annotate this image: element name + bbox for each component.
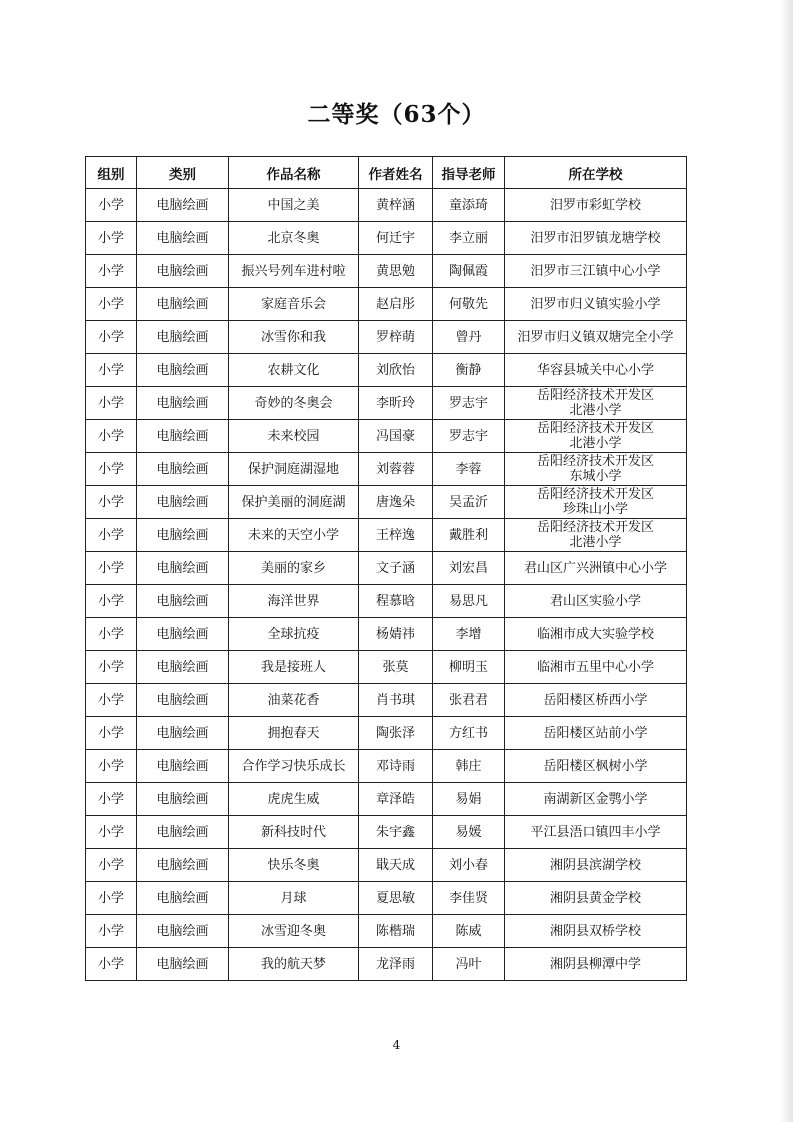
- group-cell: 小学: [86, 387, 137, 420]
- category-cell: 电脑绘画: [137, 849, 229, 882]
- school-cell: 湘阴县双桥学校: [505, 915, 687, 948]
- table-row: [86, 585, 687, 618]
- author-cell: 冯国豪: [359, 420, 433, 453]
- author-cell: 杨婧祎: [359, 618, 433, 651]
- table-row: [86, 222, 687, 255]
- work-title-cell: 虎虎生威: [229, 783, 359, 816]
- school-cell: 岳阳经济技术开发区 北港小学: [505, 387, 687, 420]
- work-title-cell: 美丽的家乡: [229, 552, 359, 585]
- author-cell: 邓诗雨: [359, 750, 433, 783]
- group-cell: 小学: [86, 717, 137, 750]
- table-row: [86, 684, 687, 717]
- school-cell: 岳阳楼区站前小学: [505, 717, 687, 750]
- category-cell: 电脑绘画: [137, 189, 229, 222]
- author-cell: 文子涵: [359, 552, 433, 585]
- group-cell: 小学: [86, 948, 137, 981]
- work-title-cell: 北京冬奥: [229, 222, 359, 255]
- teacher-cell: 刘小春: [433, 849, 505, 882]
- group-cell: 小学: [86, 816, 137, 849]
- work-title-cell: 奇妙的冬奥会: [229, 387, 359, 420]
- school-cell: 汨罗市归义镇实验小学: [505, 288, 687, 321]
- group-cell: 小学: [86, 849, 137, 882]
- work-title-cell: 冰雪迎冬奥: [229, 915, 359, 948]
- header-author: 作者姓名: [359, 157, 433, 189]
- work-title-cell: 振兴号列车进村啦: [229, 255, 359, 288]
- author-cell: 程慕晗: [359, 585, 433, 618]
- school-cell: 岳阳楼区枫树小学: [505, 750, 687, 783]
- group-cell: 小学: [86, 684, 137, 717]
- category-cell: 电脑绘画: [137, 420, 229, 453]
- header-school: 所在学校: [505, 157, 687, 189]
- header-work-title: 作品名称: [229, 157, 359, 189]
- category-cell: 电脑绘画: [137, 618, 229, 651]
- teacher-cell: 吴孟沂: [433, 486, 505, 519]
- category-cell: 电脑绘画: [137, 684, 229, 717]
- table-row: [86, 255, 687, 288]
- school-cell: 汨罗市彩虹学校: [505, 189, 687, 222]
- teacher-cell: 韩庄: [433, 750, 505, 783]
- school-cell: 湘阴县柳潭中学: [505, 948, 687, 981]
- table-row: [86, 552, 687, 585]
- author-cell: 戢天成: [359, 849, 433, 882]
- author-cell: 陶张泽: [359, 717, 433, 750]
- school-cell: 临湘市成大实验学校: [505, 618, 687, 651]
- header-category: 类别: [137, 157, 229, 189]
- work-title-cell: 未来校园: [229, 420, 359, 453]
- teacher-cell: 易思凡: [433, 585, 505, 618]
- table-row: [86, 882, 687, 915]
- category-cell: 电脑绘画: [137, 552, 229, 585]
- table-row: [86, 783, 687, 816]
- school-cell: 岳阳经济技术开发区 东城小学: [505, 453, 687, 486]
- work-title-cell: 月球: [229, 882, 359, 915]
- table-row: [86, 750, 687, 783]
- school-cell: 湘阴县滨湖学校: [505, 849, 687, 882]
- teacher-cell: 易娟: [433, 783, 505, 816]
- group-cell: 小学: [86, 222, 137, 255]
- school-cell: 临湘市五里中心小学: [505, 651, 687, 684]
- author-cell: 龙泽雨: [359, 948, 433, 981]
- category-cell: 电脑绘画: [137, 354, 229, 387]
- teacher-cell: 张君君: [433, 684, 505, 717]
- group-cell: 小学: [86, 882, 137, 915]
- page-number: 4: [392, 1038, 401, 1052]
- teacher-cell: 陈威: [433, 915, 505, 948]
- table-row: [86, 717, 687, 750]
- group-cell: 小学: [86, 354, 137, 387]
- table-body: [86, 189, 687, 981]
- group-cell: 小学: [86, 486, 137, 519]
- author-cell: 黄思勉: [359, 255, 433, 288]
- work-title-cell: 我的航天梦: [229, 948, 359, 981]
- group-cell: 小学: [86, 420, 137, 453]
- author-cell: 黄梓涵: [359, 189, 433, 222]
- work-title-cell: 拥抱春天: [229, 717, 359, 750]
- category-cell: 电脑绘画: [137, 948, 229, 981]
- school-cell: 君山区广兴洲镇中心小学: [505, 552, 687, 585]
- teacher-cell: 曾丹: [433, 321, 505, 354]
- author-cell: 夏思敏: [359, 882, 433, 915]
- author-cell: 章泽皓: [359, 783, 433, 816]
- category-cell: 电脑绘画: [137, 816, 229, 849]
- author-cell: 何迁宇: [359, 222, 433, 255]
- table-row: [86, 354, 687, 387]
- group-cell: 小学: [86, 552, 137, 585]
- table-row: [86, 387, 687, 420]
- category-cell: 电脑绘画: [137, 651, 229, 684]
- table-row: [86, 321, 687, 354]
- teacher-cell: 罗志宇: [433, 387, 505, 420]
- category-cell: 电脑绘画: [137, 255, 229, 288]
- work-title-cell: 保护美丽的洞庭湖: [229, 486, 359, 519]
- teacher-cell: 童添琦: [433, 189, 505, 222]
- table-header-row: [86, 157, 687, 189]
- author-cell: 朱宇鑫: [359, 816, 433, 849]
- author-cell: 肖书琪: [359, 684, 433, 717]
- group-cell: 小学: [86, 585, 137, 618]
- teacher-cell: 何敬先: [433, 288, 505, 321]
- teacher-cell: 陶佩霞: [433, 255, 505, 288]
- school-cell: 湘阴县黄金学校: [505, 882, 687, 915]
- teacher-cell: 冯叶: [433, 948, 505, 981]
- table-row: [86, 519, 687, 552]
- author-cell: 李昕玲: [359, 387, 433, 420]
- school-cell: 汨罗市三江镇中心小学: [505, 255, 687, 288]
- group-cell: 小学: [86, 453, 137, 486]
- work-title-cell: 油菜花香: [229, 684, 359, 717]
- category-cell: 电脑绘画: [137, 222, 229, 255]
- school-cell: 君山区实验小学: [505, 585, 687, 618]
- school-cell: 岳阳经济技术开发区 北港小学: [505, 420, 687, 453]
- work-title-cell: 合作学习快乐成长: [229, 750, 359, 783]
- table-row: [86, 189, 687, 222]
- teacher-cell: 衡静: [433, 354, 505, 387]
- group-cell: 小学: [86, 255, 137, 288]
- school-cell: 汨罗市汨罗镇龙塘学校: [505, 222, 687, 255]
- table-row: [86, 618, 687, 651]
- category-cell: 电脑绘画: [137, 288, 229, 321]
- category-cell: 电脑绘画: [137, 387, 229, 420]
- group-cell: 小学: [86, 750, 137, 783]
- category-cell: 电脑绘画: [137, 453, 229, 486]
- author-cell: 张莫: [359, 651, 433, 684]
- work-title-cell: 海洋世界: [229, 585, 359, 618]
- school-cell: 岳阳经济技术开发区 北港小学: [505, 519, 687, 552]
- work-title-cell: 我是接班人: [229, 651, 359, 684]
- work-title-cell: 全球抗疫: [229, 618, 359, 651]
- category-cell: 电脑绘画: [137, 750, 229, 783]
- school-cell: 岳阳经济技术开发区 珍珠山小学: [505, 486, 687, 519]
- group-cell: 小学: [86, 519, 137, 552]
- work-title-cell: 中国之美: [229, 189, 359, 222]
- teacher-cell: 李立丽: [433, 222, 505, 255]
- work-title-cell: 保护洞庭湖湿地: [229, 453, 359, 486]
- category-cell: 电脑绘画: [137, 717, 229, 750]
- work-title-cell: 冰雪你和我: [229, 321, 359, 354]
- category-cell: 电脑绘画: [137, 585, 229, 618]
- teacher-cell: 李佳贤: [433, 882, 505, 915]
- teacher-cell: 方红书: [433, 717, 505, 750]
- school-cell: 南湖新区金鹗小学: [505, 783, 687, 816]
- table-row: [86, 948, 687, 981]
- table-row: [86, 288, 687, 321]
- category-cell: 电脑绘画: [137, 915, 229, 948]
- table-row: [86, 915, 687, 948]
- award-table: [85, 156, 687, 981]
- teacher-cell: 李蓉: [433, 453, 505, 486]
- table-row: [86, 420, 687, 453]
- author-cell: 陈楷瑞: [359, 915, 433, 948]
- teacher-cell: 罗志宇: [433, 420, 505, 453]
- teacher-cell: 易媛: [433, 816, 505, 849]
- work-title-cell: 农耕文化: [229, 354, 359, 387]
- page-title: 二等奖（63个）: [307, 101, 486, 128]
- teacher-cell: 戴胜利: [433, 519, 505, 552]
- group-cell: 小学: [86, 783, 137, 816]
- school-cell: 平江县浯口镇四丰小学: [505, 816, 687, 849]
- author-cell: 王梓逸: [359, 519, 433, 552]
- group-cell: 小学: [86, 288, 137, 321]
- group-cell: 小学: [86, 915, 137, 948]
- table-row: [86, 486, 687, 519]
- teacher-cell: 李增: [433, 618, 505, 651]
- table-row: [86, 816, 687, 849]
- school-cell: 岳阳楼区桥西小学: [505, 684, 687, 717]
- work-title-cell: 家庭音乐会: [229, 288, 359, 321]
- group-cell: 小学: [86, 651, 137, 684]
- work-title-cell: 未来的天空小学: [229, 519, 359, 552]
- category-cell: 电脑绘画: [137, 519, 229, 552]
- work-title-cell: 新科技时代: [229, 816, 359, 849]
- teacher-cell: 柳明玉: [433, 651, 505, 684]
- table-row: [86, 651, 687, 684]
- author-cell: 唐逸朵: [359, 486, 433, 519]
- author-cell: 刘蓉蓉: [359, 453, 433, 486]
- teacher-cell: 刘宏昌: [433, 552, 505, 585]
- group-cell: 小学: [86, 321, 137, 354]
- table-row: [86, 849, 687, 882]
- school-cell: 汨罗市归义镇双塘完全小学: [505, 321, 687, 354]
- category-cell: 电脑绘画: [137, 783, 229, 816]
- category-cell: 电脑绘画: [137, 486, 229, 519]
- group-cell: 小学: [86, 189, 137, 222]
- header-teacher: 指导老师: [433, 157, 505, 189]
- author-cell: 刘欣怡: [359, 354, 433, 387]
- school-cell: 华容县城关中心小学: [505, 354, 687, 387]
- scan-edge-shadow: [779, 0, 793, 1122]
- group-cell: 小学: [86, 618, 137, 651]
- work-title-cell: 快乐冬奥: [229, 849, 359, 882]
- table-row: [86, 453, 687, 486]
- author-cell: 罗梓萌: [359, 321, 433, 354]
- category-cell: 电脑绘画: [137, 882, 229, 915]
- header-group: 组别: [86, 157, 137, 189]
- author-cell: 赵启彤: [359, 288, 433, 321]
- category-cell: 电脑绘画: [137, 321, 229, 354]
